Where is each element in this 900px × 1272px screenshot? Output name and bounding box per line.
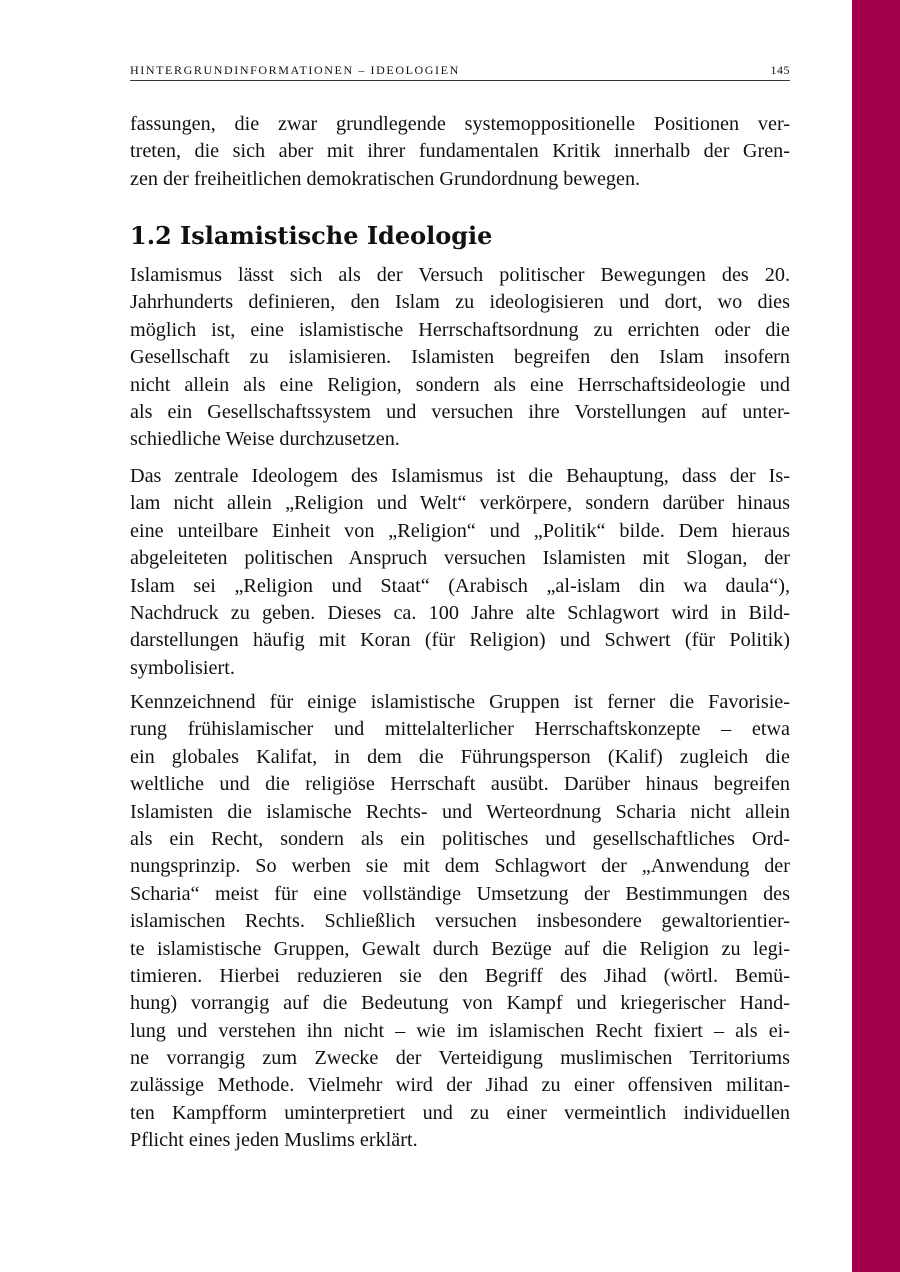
text-line: ne vorrangig zum Zwecke der Verteidigung muslimischen Territoriums (130, 1047, 790, 1070)
text-line: ten Kampfform uminterpretiert und zu einer vermeintlich individuellen (130, 1101, 790, 1124)
text-line: zen der freiheitlichen demokratischen Grundordnung bewegen. (130, 167, 641, 190)
section-number: 1.2 (130, 221, 172, 250)
text-line: treten, die sich aber mit ihrer fundamentalen Kritik innerhalb der Gren- (130, 140, 790, 163)
text-line: timieren. Hierbei reduzieren sie den Begriff des Jihad (wörtl. Bemü- (130, 964, 790, 987)
section-heading (130, 220, 790, 252)
text-line: eine unteilbare Einheit von „Religion“ und „Politik“ bilde. Dem hieraus (130, 519, 790, 542)
text-line: Das zentrale Ideologem des Islamismus ist die Behauptung, dass der Is- (130, 465, 790, 487)
paragraph-definition (130, 262, 790, 454)
text-line: nungsprinzip. So werben sie mit dem Schlagwort der „Anwendung der (130, 855, 790, 878)
text-line: als ein Recht, sondern als ein politisches und gesellschaftliches Ord- (130, 827, 790, 850)
text-line: Pflicht eines jeden Muslims erklärt. (130, 1129, 418, 1152)
text-line: darstellungen häufig mit Koran (für Religion) und Schwert (für Politik) (130, 629, 790, 652)
text-line: Scharia“ meist für eine vollständige Umsetzung der Bestimmungen des (130, 882, 790, 905)
text-line: möglich ist, eine islamistische Herrschaftsordnung zu errichten oder die (130, 318, 790, 341)
text-line: nicht allein als eine Religion, sondern als eine Herrschaftsideologie und (130, 373, 790, 396)
text-line: zulässige Methode. Vielmehr wird der Jihad zu einer offensiven militan- (130, 1074, 790, 1097)
text-line: Islamismus lässt sich als der Versuch politischer Bewegungen des 20. (130, 264, 790, 286)
text-line: Gesellschaft zu islamisieren. Islamisten begreifen den Islam insofern (130, 346, 790, 369)
text-line: Kennzeichnend für einige islamistische Gruppen ist ferner die Favorisie- (130, 691, 790, 713)
running-title: HINTERGRUNDINFORMATIONEN – IDEOLOGIEN (130, 63, 460, 77)
running-header (130, 62, 790, 81)
text-line: te islamistische Gruppen, Gewalt durch Bezüge auf die Religion zu legi- (130, 937, 790, 960)
text-line: schiedliche Weise durchzusetzen. (130, 428, 400, 451)
side-color-bar (852, 0, 900, 1272)
text-line: hung) vorrangig auf die Bedeutung von Kampf und kriegerischer Hand- (130, 992, 790, 1015)
paragraph-ideologem (130, 463, 790, 682)
text-line: abgeleiteten politischen Anspruch versuchen Islamisten mit Slogan, der (130, 547, 790, 570)
section-title: Islamistische Ideologie (180, 221, 493, 250)
text-line: ein globales Kalifat, in dem die Führungsperson (Kalif) zugleich die (130, 745, 790, 768)
text-line: rung frühislamischer und mittelalterlicher Herrschaftskonzepte – etwa (130, 718, 790, 741)
text-line: islamischen Rechts. Schließlich versuchen insbesondere gewaltorientier- (130, 910, 790, 933)
text-line: Nachdruck zu geben. Dieses ca. 100 Jahre alte Schlagwort wird in Bild- (130, 601, 790, 624)
text-line: weltliche und die religiöse Herrschaft ausübt. Darüber hinaus begreifen (130, 773, 790, 796)
text-line: fassungen, die zwar grundlegende systemoppositionelle Positionen ver- (130, 113, 790, 135)
page-number: 145 (770, 63, 790, 77)
text-line: Islam sei „Religion und Staat“ (Arabisch „al-islam din wa daula“), (130, 574, 790, 597)
paragraph-characteristics (130, 689, 790, 1155)
text-line: lung und verstehen ihn nicht – wie im islamischen Recht fixiert – als ei- (130, 1019, 790, 1042)
text-line: symbolisiert. (130, 656, 235, 679)
text-line: Islamisten die islamische Rechts- und Werteordnung Scharia nicht allein (130, 800, 790, 823)
paragraph-continuation (130, 111, 790, 193)
text-line: lam nicht allein „Religion und Welt“ verkörpere, sondern darüber hinaus (130, 492, 790, 515)
text-line: Jahrhunderts definieren, den Islam zu ideologisieren und dort, wo dies (130, 291, 790, 314)
text-line: als ein Gesellschaftssystem und versuchen ihre Vorstellungen auf unter- (130, 400, 790, 423)
